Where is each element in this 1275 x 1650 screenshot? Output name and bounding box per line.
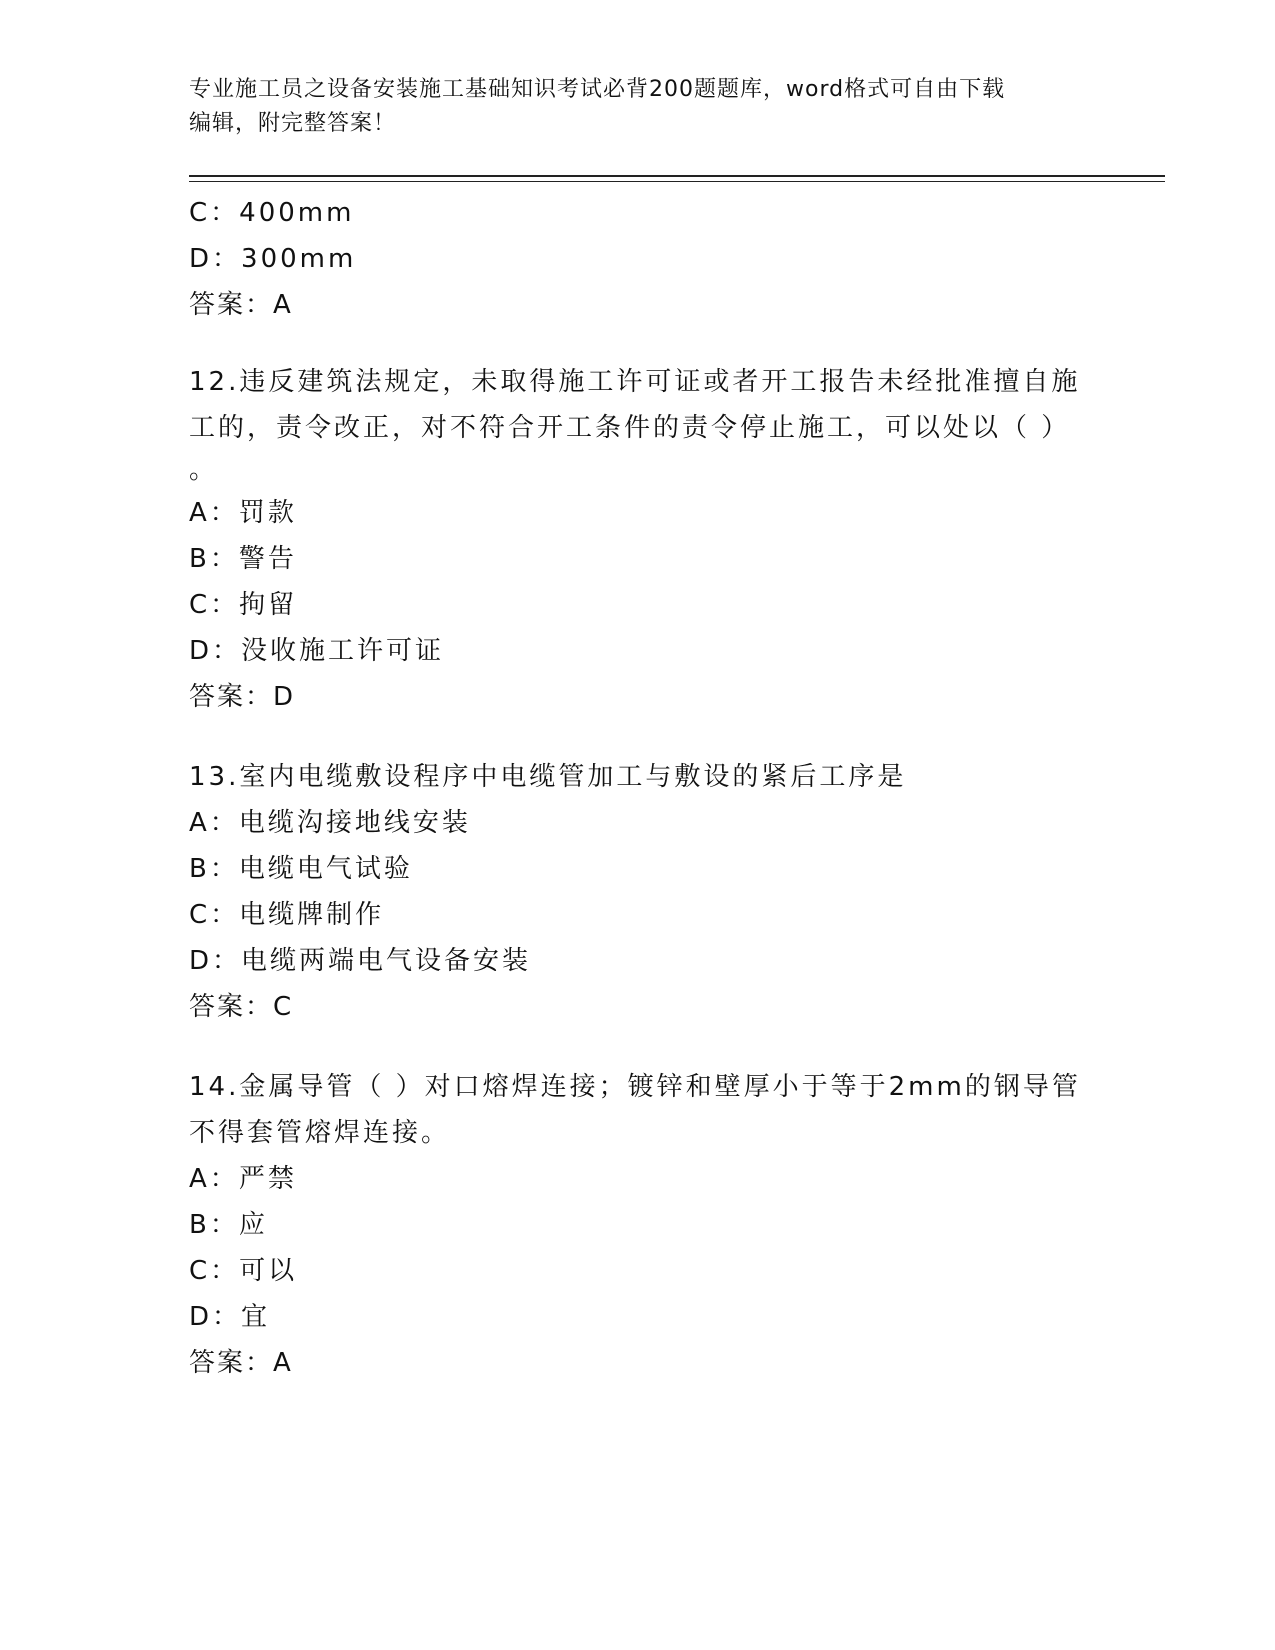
option-key: A — [189, 1164, 210, 1194]
question-stem-line-2: 工的，责令改正，对不符合开工条件的责令停止施工，可以处以（ ） — [189, 413, 1071, 443]
option-text: 可以 — [239, 1256, 298, 1286]
answer-line — [189, 674, 1089, 720]
option-separator: ： — [212, 1302, 242, 1332]
option-key: A — [189, 498, 210, 528]
option-key: D — [189, 946, 213, 976]
question-number: 14. — [189, 1072, 240, 1102]
option-separator: ： — [210, 900, 240, 930]
question-stem-line-1 — [189, 362, 1089, 402]
option-key: C — [189, 900, 211, 930]
option-text: 拘留 — [239, 590, 298, 620]
option-key: A — [189, 808, 210, 838]
option-text: 严禁 — [238, 1164, 297, 1194]
option-separator: ： — [212, 946, 242, 976]
answer-line — [189, 1340, 1089, 1386]
option-key: D — [189, 244, 213, 274]
question-stem-line-1 — [189, 754, 1089, 800]
option-key: C — [189, 198, 211, 228]
header-title-line-2: 编辑，附完整答案！ — [189, 111, 397, 136]
option-c — [189, 582, 1089, 628]
document-header — [189, 73, 1089, 141]
question-stem-line-1 — [189, 1064, 1089, 1110]
question-stem-line-3: 。 — [189, 455, 219, 485]
answer-value: D — [273, 682, 296, 712]
option-separator: ： — [209, 544, 239, 574]
option-key: D — [189, 1302, 213, 1332]
option-key: B — [189, 854, 210, 884]
answer-value: A — [273, 290, 293, 320]
option-b — [189, 846, 1089, 892]
question-block-14 — [189, 1064, 1089, 1386]
option-key: C — [189, 1256, 211, 1286]
option-text: 宜 — [241, 1302, 271, 1332]
option-a — [189, 1156, 1089, 1202]
option-a — [189, 490, 1089, 536]
question-number: 12. — [189, 367, 240, 397]
option-key: C — [189, 590, 211, 620]
question-text: 违反建筑法规定，未取得施工许可证或者开工报告未经批准擅自施 — [239, 367, 1081, 397]
option-b — [189, 1202, 1089, 1248]
option-b — [189, 536, 1089, 582]
option-key: B — [189, 1210, 210, 1240]
answer-label: 答案： — [189, 992, 274, 1022]
question-stem-line-2: 不得套管熔焊连接。 — [189, 1118, 451, 1148]
option-d — [189, 628, 1089, 674]
option-separator: ： — [209, 1164, 239, 1194]
option-c — [189, 190, 1089, 236]
option-key: D — [189, 636, 213, 666]
option-c — [189, 892, 1089, 938]
question-block-12 — [189, 362, 1089, 720]
option-separator: ： — [209, 1210, 239, 1240]
question-list — [189, 190, 1089, 1386]
option-key: B — [189, 544, 210, 574]
option-separator: ： — [212, 244, 242, 274]
option-d — [189, 236, 1089, 282]
question-number: 13. — [189, 762, 240, 792]
answer-line — [189, 984, 1089, 1030]
answer-label: 答案： — [189, 290, 274, 320]
option-separator: ： — [209, 808, 239, 838]
option-text: 300mm — [241, 244, 357, 274]
option-text: 电缆牌制作 — [239, 900, 385, 930]
question-block-11-tail — [189, 190, 1089, 328]
answer-value: C — [273, 992, 294, 1022]
option-separator: ： — [212, 636, 242, 666]
option-separator: ： — [209, 498, 239, 528]
option-separator: ： — [210, 1256, 240, 1286]
header-divider-thin — [189, 181, 1165, 182]
option-a — [189, 800, 1089, 846]
option-text: 400mm — [239, 198, 355, 228]
question-text: 金属导管（ ）对口熔焊连接；镀锌和壁厚小于等于2mm的钢导管 — [239, 1072, 1081, 1102]
question-block-13 — [189, 754, 1089, 1030]
option-text: 没收施工许可证 — [241, 636, 445, 666]
answer-line — [189, 282, 1089, 328]
question-text: 室内电缆敷设程序中电缆管加工与敷设的紧后工序是 — [239, 762, 907, 792]
option-c — [189, 1248, 1089, 1294]
option-text: 电缆沟接地线安装 — [238, 808, 471, 838]
header-title-line-1: 专业施工员之设备安装施工基础知识考试必背200题题库，word格式可自由下载 — [189, 77, 1006, 102]
option-text: 电缆两端电气设备安装 — [241, 946, 532, 976]
option-d — [189, 1294, 1089, 1340]
option-d — [189, 938, 1089, 984]
answer-value: A — [273, 1348, 293, 1378]
option-text: 应 — [238, 1210, 268, 1240]
answer-label: 答案： — [189, 1348, 274, 1378]
option-text: 警告 — [238, 544, 297, 574]
answer-label: 答案： — [189, 682, 274, 712]
option-text: 罚款 — [238, 498, 297, 528]
header-divider-thick — [189, 175, 1165, 177]
option-text: 电缆电气试验 — [238, 854, 413, 884]
option-separator: ： — [210, 590, 240, 620]
option-separator: ： — [210, 198, 240, 228]
option-separator: ： — [209, 854, 239, 884]
